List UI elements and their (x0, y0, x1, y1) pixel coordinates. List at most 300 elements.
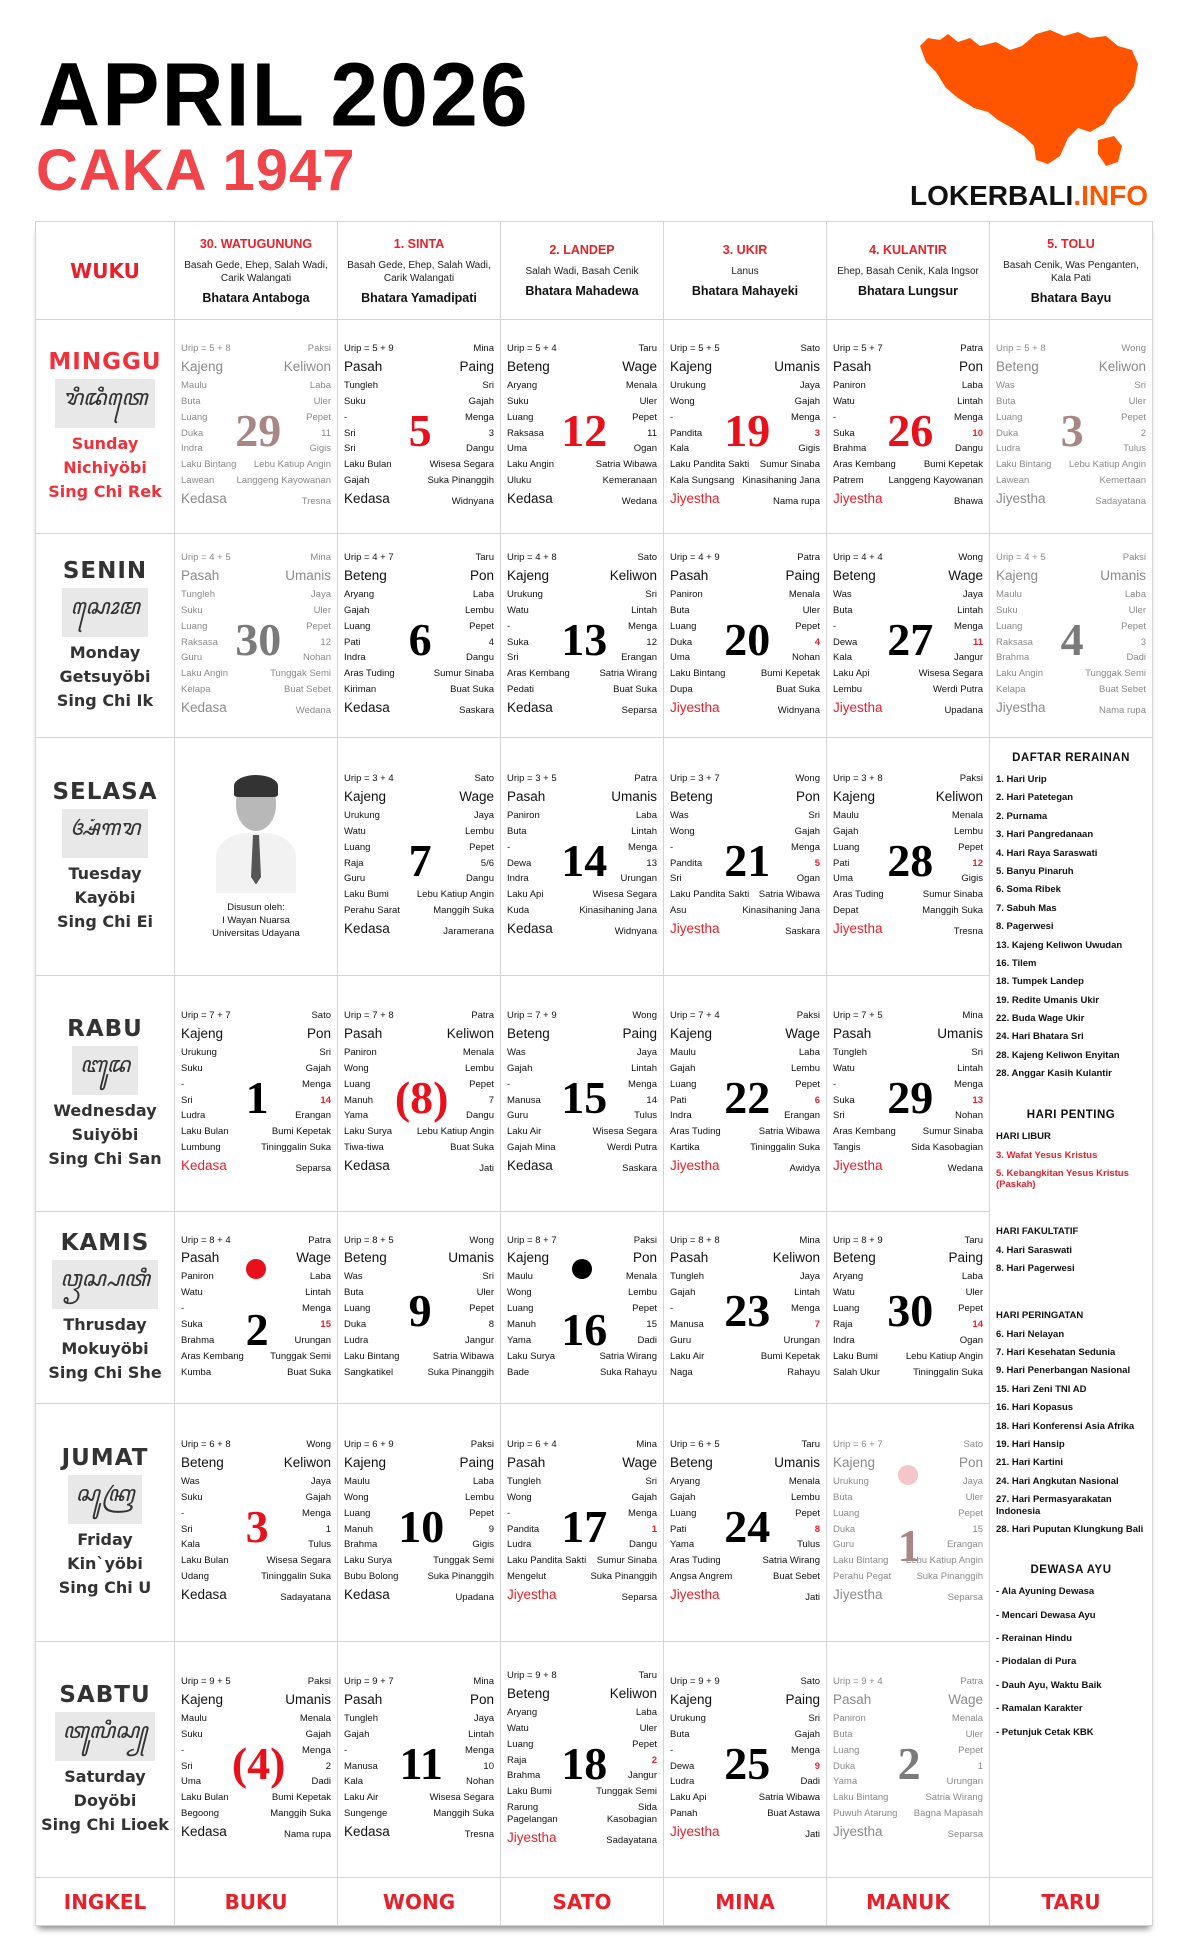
calendar-day-cell[interactable] (501, 1642, 664, 1878)
detail-left: Luang (670, 1078, 697, 1090)
calendar-day-cell[interactable] (501, 534, 664, 738)
calendar-day-cell[interactable] (175, 534, 338, 738)
detail-row (670, 842, 820, 854)
urip-row (833, 1439, 983, 1451)
urip-value: Urip = 5 + 4 (507, 343, 557, 355)
calendar-day-cell[interactable] (501, 1404, 664, 1642)
pawukon-row (181, 1692, 331, 1709)
detail-left: Was (996, 379, 1015, 391)
detail-right: Menala (951, 1712, 983, 1724)
detail-row (181, 1367, 331, 1379)
ingkel-row (36, 1878, 1153, 1926)
detail-right: Nohan (955, 1110, 983, 1122)
pancawara: Paing (785, 568, 820, 583)
sasih-right: Separsa (621, 1592, 657, 1603)
detail-row (181, 652, 331, 664)
detail-row (507, 428, 657, 440)
calendar-day-cell[interactable] (338, 1642, 501, 1878)
hari-peringatan-item: 6. Hari Nelayan (996, 1328, 1065, 1340)
detail-right: Uler (476, 1287, 494, 1299)
detail-left: Laku Bintang (181, 459, 237, 471)
detail-left: Raja (833, 1318, 853, 1330)
sasih-row (996, 491, 1146, 508)
detail-row (344, 1335, 494, 1347)
detail-row (344, 842, 494, 854)
detail-row (833, 589, 983, 601)
calendar-day-cell[interactable] (664, 1212, 827, 1404)
ingkel-value: Wong (958, 552, 983, 564)
detail-left: Was (344, 1271, 363, 1283)
calendar-day-cell[interactable] (501, 976, 664, 1212)
detail-right: Menala (951, 809, 983, 821)
calendar-day-cell[interactable] (664, 320, 827, 534)
calendar-day-cell[interactable] (175, 320, 338, 534)
detail-left: Duka (833, 1760, 856, 1772)
detail-left: Manuh (507, 1318, 537, 1330)
urip-value: Urip = 9 + 5 (181, 1676, 231, 1688)
detail-left: - (670, 1744, 674, 1756)
calendar-day-cell[interactable] (338, 320, 501, 534)
day-name-jp: Suiyöbi (71, 1125, 139, 1144)
detail-row (507, 1319, 657, 1331)
detail-row (670, 1729, 820, 1741)
detail-left: Uluku (507, 475, 532, 487)
detail-row (344, 459, 494, 471)
detail-row (833, 1367, 983, 1379)
detail-left: Sangkatikel (344, 1366, 394, 1378)
detail-left: Kelapa (181, 684, 211, 696)
detail-left: Kartika (670, 1142, 700, 1154)
sasih-right: Jaramerana (443, 926, 494, 937)
detail-right: Gajah (794, 825, 820, 837)
day-row-minggu (36, 320, 1153, 534)
triwara: Beteng (670, 1455, 713, 1470)
detail-row (833, 1555, 983, 1567)
pancawara: Paing (459, 1455, 494, 1470)
detail-row (344, 396, 494, 408)
detail-row (344, 1808, 494, 1820)
rerainan-item[interactable]: 28. Kajeng Keliwon Enyitan (996, 1049, 1120, 1061)
detail-row (181, 1539, 331, 1551)
detail-right: Suka Pinanggih (916, 1571, 983, 1583)
detail-row (344, 1571, 494, 1583)
detail-left: Manusa (344, 1760, 378, 1772)
detail-row (996, 605, 1146, 617)
detail-row (181, 1713, 331, 1725)
detail-row (344, 1095, 494, 1107)
dewasa-ayu-link[interactable]: - Petunjuk Cetak KBK (996, 1726, 1094, 1738)
detail-row (507, 459, 657, 471)
rerainan-item[interactable]: 8. Pagerwesi (996, 921, 1054, 933)
urip-row (507, 773, 657, 785)
rerainan-item[interactable]: 4. Hari Raya Saraswati (996, 847, 1098, 859)
detail-right: Lembu (464, 825, 494, 837)
detail-right: 10 (972, 427, 983, 439)
detail-row (833, 475, 983, 487)
detail-row (344, 1351, 494, 1363)
detail-row (670, 826, 820, 838)
sasih-row (181, 1158, 331, 1175)
pancawara: Pon (958, 1455, 983, 1470)
detail-row (344, 412, 494, 424)
rerainan-item[interactable]: 18. Tumpek Landep (996, 976, 1084, 988)
calendar-day-cell[interactable] (175, 976, 338, 1212)
detail-row (996, 668, 1146, 680)
calendar-day-cell[interactable] (175, 1642, 338, 1878)
pancawara: Wage (622, 1455, 657, 1470)
detail-row (507, 810, 657, 822)
detail-left: Indra (507, 873, 529, 885)
dewasa-ayu-link[interactable]: - Dauh Ayu, Waktu Baik (996, 1679, 1102, 1691)
detail-left: - (670, 1303, 674, 1315)
calendar-day-cell[interactable] (990, 320, 1153, 534)
triwara: Kajeng (344, 789, 387, 804)
detail-right: Suka Pinanggih (427, 475, 494, 487)
detail-row (507, 396, 657, 408)
detail-right: Gigis (961, 873, 983, 885)
ingkel-value: MANUK (827, 1878, 990, 1926)
detail-right: Uler (1128, 395, 1146, 407)
detail-right: Manggih Suka (922, 905, 983, 917)
sasih: Kedasa (344, 491, 390, 506)
detail-row (344, 1745, 494, 1757)
pawukon-row (833, 1250, 983, 1267)
detail-row (344, 637, 494, 649)
detail-right: Buat Suka (450, 684, 494, 696)
detail-row (507, 1063, 657, 1075)
sasih: Kedasa (507, 1158, 553, 1173)
detail-row (181, 1776, 331, 1788)
pancawara: Pon (306, 1026, 331, 1041)
detail-left: Begoong (181, 1808, 220, 1820)
detail-left: Indra (344, 652, 366, 664)
sasih-right: Sadayatana (606, 1834, 657, 1846)
detail-left: Was (181, 1475, 200, 1487)
calendar-day-cell[interactable] (501, 1212, 664, 1404)
detail-right: Manggih Suka (270, 1808, 331, 1820)
pancawara: Keliwon (609, 1686, 657, 1702)
day-name-en: Saturday (64, 1767, 146, 1786)
detail-left: Laku Pandita Sakti (507, 1555, 587, 1567)
triwara: Kajeng (833, 1455, 876, 1470)
detail-right: Sri (319, 1046, 331, 1058)
calendar-day-cell[interactable] (664, 976, 827, 1212)
detail-row (670, 652, 820, 664)
urip-row (344, 1676, 494, 1688)
pancawara: Umanis (448, 1250, 494, 1266)
rerainan-title: DAFTAR RERAINAN (1012, 752, 1130, 764)
rerainan-item[interactable]: 16. Tilem (996, 957, 1037, 969)
triwara: Kajeng (507, 568, 550, 583)
detail-right: Dadi (637, 1334, 657, 1346)
detail-left: Aras Kembang (833, 459, 896, 471)
detail-right: Nohan (303, 652, 331, 664)
detail-row (344, 873, 494, 885)
detail-left: Duka (670, 636, 693, 648)
detail-row (670, 1492, 820, 1504)
detail-row (833, 396, 983, 408)
detail-left: - (507, 620, 511, 632)
ingkel-value: Paksi (959, 773, 983, 785)
rerainan-item[interactable]: 2. Hari Patetegan (996, 792, 1074, 804)
calendar-day-cell[interactable] (501, 320, 664, 534)
detail-row (507, 873, 657, 885)
rerainan-item[interactable]: 24. Hari Bhatara Sri (996, 1031, 1084, 1043)
date-number: 9 (408, 1285, 432, 1337)
calendar-day-cell[interactable] (501, 738, 664, 976)
detail-left: - (670, 411, 674, 423)
wuku-week: 30. WATUGUNUNG Basah Gede, Ehep, Salah Wadi, Carik Walangati Bhatara Antaboga (175, 222, 338, 320)
pancawara: Paing (459, 359, 494, 374)
detail-right: Buat Astawa (767, 1808, 820, 1820)
detail-left: Indra (670, 1110, 692, 1122)
pancawara: Wage (296, 1250, 331, 1266)
calendar-day-cell[interactable] (338, 1404, 501, 1642)
day-name: KAMIS (60, 1230, 150, 1256)
dewasa-ayu-link[interactable]: - Mencari Dewasa Ayu (996, 1609, 1096, 1621)
calendar-day-cell[interactable] (175, 1404, 338, 1642)
detail-left: Wong (670, 395, 695, 407)
detail-left: Sri (344, 427, 356, 439)
sasih: Jiyestha (670, 1824, 720, 1839)
urip-value: Urip = 4 + 7 (344, 552, 394, 564)
hari-peringatan-item: 27. Hari Permasyarakatan Indonesia (996, 1494, 1112, 1517)
sasih-row (344, 921, 494, 938)
detail-right: Sumur Sinaba (922, 1126, 983, 1138)
dewasa-ayu-link[interactable]: - Ramalan Karakter (996, 1703, 1083, 1715)
detail-left: Dupa (670, 684, 693, 696)
rerainan-item[interactable]: 5. Banyu Pinaruh (996, 865, 1074, 877)
dewasa-ayu-link[interactable]: - Ala Ayuning Dewasa (996, 1586, 1095, 1598)
detail-right: Lebu Katiup Angin (1068, 459, 1146, 471)
rerainan-item[interactable]: 6. Soma Ribek (996, 884, 1061, 896)
detail-left: Suku (181, 1491, 203, 1503)
detail-right: Satria Wibawa (758, 1792, 820, 1804)
urip-row (181, 1676, 331, 1688)
detail-right: Menga (790, 841, 820, 853)
pawukon-row (507, 1455, 657, 1472)
detail-right: Pepet (958, 841, 983, 853)
detail-left: Aras Kembang (507, 668, 570, 680)
calendar-day-cell[interactable] (338, 738, 501, 976)
detail-left: Urukung (507, 588, 543, 600)
pancawara: Paing (622, 1026, 657, 1041)
detail-row (344, 475, 494, 487)
detail-right: Menga (301, 1303, 331, 1315)
detail-right: Bumi Kepetak (923, 459, 983, 471)
rerainan-item[interactable]: 22. Buda Wage Ukir (996, 1013, 1085, 1025)
day-name-cn: Sing Chi Lioek (41, 1815, 169, 1834)
detail-row (344, 1555, 494, 1567)
detail-left: Raksasa (996, 636, 1033, 648)
detail-right: Dadi (800, 1776, 820, 1788)
calendar-day-cell[interactable] (827, 976, 990, 1212)
urip-value: Urip = 5 + 5 (670, 343, 720, 355)
urip-row (344, 1235, 494, 1247)
rerainan-item[interactable]: 1. Hari Urip (996, 774, 1047, 785)
detail-right: Dangu (466, 1110, 494, 1122)
rerainan-item[interactable]: 7. Sabuh Mas (996, 902, 1057, 914)
detail-left: Sri (670, 873, 682, 885)
detail-right: Bumi Kepetak (271, 1126, 331, 1138)
detail-right: Sumur Sinaba (759, 459, 820, 471)
dewasa-ayu-link[interactable]: - Rerainan Hindu (996, 1633, 1073, 1645)
detail-row (670, 380, 820, 392)
detail-right: Buat Sebet (283, 684, 331, 696)
detail-left: Laku Bintang (996, 459, 1052, 471)
detail-left: Dewa (507, 857, 532, 869)
detail-row (833, 412, 983, 424)
detail-right: Lembu (953, 825, 983, 837)
ingkel-value: Sato (963, 1439, 983, 1451)
wuku-row (36, 222, 1153, 320)
sasih-row (507, 491, 657, 508)
detail-left: Perahu Pegat (833, 1571, 892, 1583)
pawukon-row (670, 568, 820, 585)
day-label (36, 1212, 175, 1404)
detail-right: 8 (488, 1318, 494, 1330)
detail-left: Paniron (181, 1271, 214, 1283)
rerainan-item[interactable]: 3. Hari Pangredanaan (996, 829, 1094, 841)
urip-value: Urip = 7 + 5 (833, 1010, 883, 1022)
sasih-right: Widnyana (777, 705, 820, 716)
detail-right: Jaya (962, 1475, 983, 1487)
detail-right: Gajah (794, 1728, 820, 1740)
detail-left: Ludra (670, 1776, 695, 1788)
detail-left: Maulu (670, 1046, 696, 1058)
date-number: 27 (887, 613, 934, 665)
detail-right: Sida Kasobagian (606, 1802, 657, 1826)
ingkel-label: INGKEL (36, 1878, 175, 1926)
detail-row (670, 1524, 820, 1536)
calendar-day-cell[interactable] (664, 738, 827, 976)
sasih-right: Tresna (301, 496, 331, 507)
detail-left: Laku Angin (181, 668, 229, 680)
detail-right: 2 (1140, 427, 1146, 439)
ingkel-value: Taru (801, 1439, 820, 1451)
rerainan-item[interactable]: 13. Kajeng Keliwon Uwudan (996, 939, 1123, 951)
calendar-day-cell[interactable] (827, 738, 990, 976)
detail-right: Pepet (958, 1744, 983, 1756)
urip-row (344, 773, 494, 785)
detail-row (670, 1303, 820, 1315)
detail-right: 13 (646, 857, 657, 869)
triwara: Kajeng (181, 1692, 224, 1707)
detail-row (670, 443, 820, 455)
detail-left: - (181, 1507, 185, 1519)
urip-row (344, 1439, 494, 1451)
calendar-day-cell[interactable] (338, 1212, 501, 1404)
calendar-day-cell[interactable] (827, 1212, 990, 1404)
triwara: Beteng (507, 1026, 550, 1041)
date-number: 5 (408, 404, 432, 456)
detail-left: Suku (507, 395, 529, 407)
pancawara: Keliwon (1098, 359, 1146, 374)
detail-right: Satria Wirang (762, 1555, 820, 1567)
urip-row (181, 1010, 331, 1022)
site-logo[interactable]: LOKERBALI.INFO (910, 180, 1148, 211)
pawukon-row (833, 568, 983, 585)
detail-right: Sri (482, 379, 494, 391)
detail-left: Luang (507, 1738, 534, 1750)
rerainan-item[interactable]: 2. Purnama (996, 810, 1048, 822)
detail-right: Pepet (469, 841, 494, 853)
urip-row (507, 1439, 657, 1451)
triwara: Beteng (507, 1686, 550, 1702)
detail-row (833, 637, 983, 649)
detail-row (181, 1555, 331, 1567)
detail-row (344, 1776, 494, 1788)
calendar-day-cell[interactable] (827, 1642, 990, 1878)
detail-left: Naga (670, 1366, 693, 1378)
detail-right: Pepet (958, 1507, 983, 1519)
detail-right: Gajah (794, 395, 820, 407)
detail-right: Bumi Kepetak (760, 1350, 820, 1362)
detail-row (670, 1508, 820, 1520)
detail-right: Menga (627, 841, 657, 853)
triwara: Pasah (507, 1455, 546, 1470)
calendar-day-cell[interactable] (664, 1642, 827, 1878)
detail-row (833, 810, 983, 822)
detail-right: Erangan (295, 1110, 331, 1122)
detail-row (507, 842, 657, 854)
detail-right: 8 (814, 1523, 820, 1535)
detail-row (996, 428, 1146, 440)
calendar-day-cell[interactable] (664, 1404, 827, 1642)
detail-right: 11 (972, 636, 983, 648)
detail-left: - (833, 620, 837, 632)
detail-left: Kumba (181, 1366, 212, 1378)
detail-row (670, 1776, 820, 1788)
detail-row (670, 668, 820, 680)
calendar-day-cell[interactable] (175, 1212, 338, 1404)
detail-right: Pepet (795, 1507, 820, 1519)
detail-left: Puwuh Atarung (833, 1808, 898, 1820)
detail-right: Uler (802, 604, 820, 616)
ingkel-value: Sato (637, 552, 657, 564)
calendar-day-cell[interactable] (827, 320, 990, 534)
calendar-day-cell[interactable] (338, 976, 501, 1212)
detail-left: Gajah (670, 1287, 696, 1299)
ingkel-value: Taru (475, 552, 494, 564)
detail-right: Bagna Mapasah (913, 1808, 983, 1820)
calendar-day-cell[interactable] (664, 534, 827, 738)
calendar-day-cell[interactable] (338, 534, 501, 738)
detail-right: Ogan (959, 1334, 983, 1346)
detail-left: Wong (670, 825, 695, 837)
detail-left: Sri (344, 443, 356, 455)
detail-right: Menga (953, 1078, 983, 1090)
triwara: Pasah (344, 1692, 383, 1707)
detail-row (833, 668, 983, 680)
detail-row (670, 412, 820, 424)
detail-row (996, 380, 1146, 392)
calendar-day-cell[interactable] (827, 534, 990, 738)
sasih-row (833, 1824, 983, 1841)
rerainan-item[interactable]: 19. Redite Umanis Ukir (996, 994, 1099, 1006)
detail-right: Jaya (473, 809, 494, 821)
calendar-day-cell[interactable] (827, 1404, 990, 1642)
hari-peringatan-item: 18. Hari Konferensi Asia Afrika (996, 1420, 1135, 1432)
pancawara: Umanis (285, 568, 331, 583)
detail-left: Aras Tuding (670, 1555, 721, 1567)
rerainan-item[interactable]: 28. Anggar Kasih Kulantir (996, 1068, 1112, 1080)
calendar-day-cell[interactable] (990, 534, 1153, 738)
detail-right: 13 (972, 1094, 983, 1106)
dewasa-ayu-link[interactable]: - Piodalan di Pura (996, 1656, 1077, 1668)
ingkel-value: Taru (964, 1234, 983, 1246)
detail-right: Menga (790, 1303, 820, 1315)
